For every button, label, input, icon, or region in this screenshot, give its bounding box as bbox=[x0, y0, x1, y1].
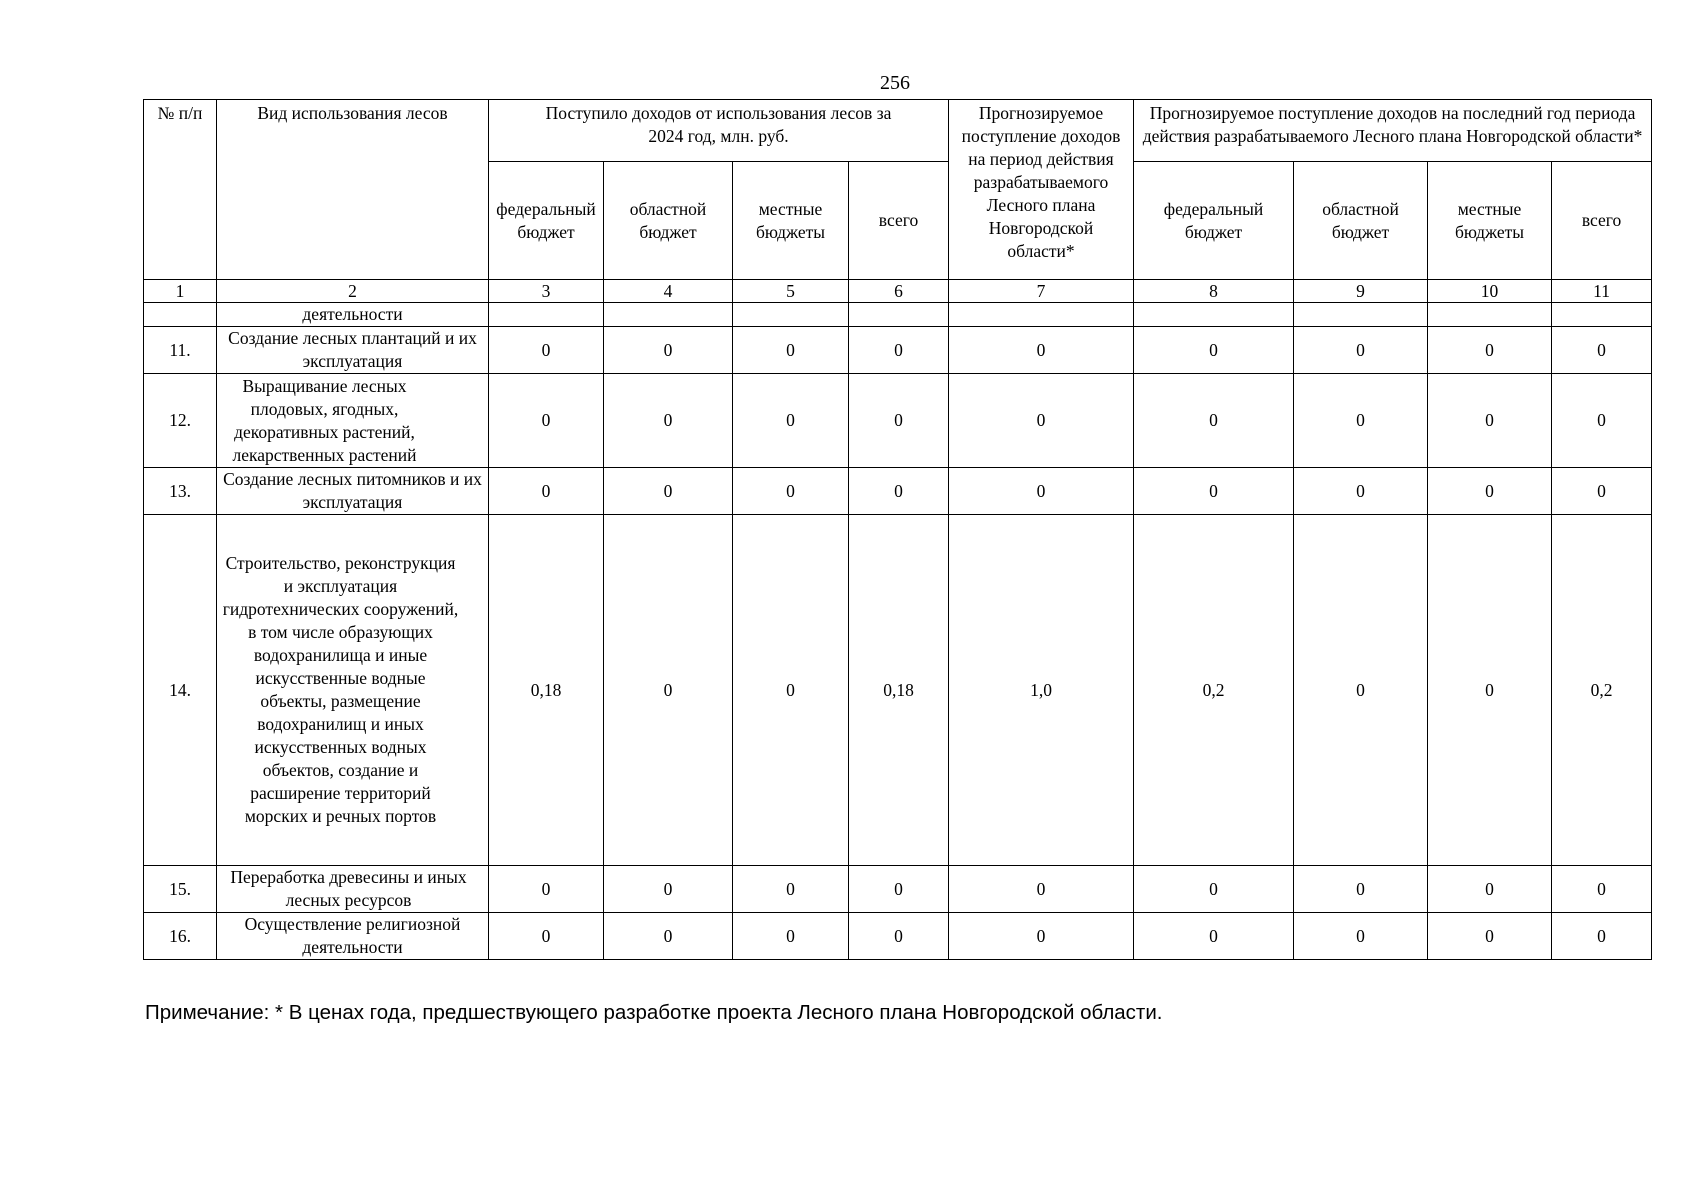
cell-value: 0 bbox=[1134, 468, 1294, 515]
column-number: 10 bbox=[1428, 280, 1552, 303]
cell-value: 0 bbox=[489, 866, 604, 913]
cell-value: 0 bbox=[1552, 327, 1652, 374]
column-number: 4 bbox=[604, 280, 733, 303]
column-number: 3 bbox=[489, 280, 604, 303]
header-forecast-period: Прогнозируемое поступление доходов на период действия разрабатываемого Лесного плана Новгородской области* bbox=[949, 100, 1134, 280]
cell-value: 0 bbox=[849, 374, 949, 468]
header-num: № п/п bbox=[144, 100, 217, 280]
cell-value: 0 bbox=[1552, 374, 1652, 468]
header-received: Поступило доходов от использования лесов за 2024 год, млн. руб. bbox=[489, 100, 949, 162]
header-use-type: Вид использования лесов bbox=[217, 100, 489, 280]
cell-value: 0 bbox=[1134, 327, 1294, 374]
cell-value: 0 bbox=[849, 866, 949, 913]
header-received-regional: областной бюджет bbox=[604, 162, 733, 280]
cell-value: 0 bbox=[1428, 515, 1552, 866]
cell-value: 0 bbox=[949, 913, 1134, 960]
row-number: 15. bbox=[144, 866, 217, 913]
continuation-text: деятельности bbox=[217, 303, 489, 327]
cell-value: 0 bbox=[949, 327, 1134, 374]
header-received-local: местные бюджеты bbox=[733, 162, 849, 280]
cell-value: 0 bbox=[733, 913, 849, 960]
cell-value: 0 bbox=[489, 327, 604, 374]
cell-value: 0 bbox=[1294, 468, 1428, 515]
table-row bbox=[144, 913, 1652, 960]
header-received-total: всего bbox=[849, 162, 949, 280]
cell-value: 0 bbox=[1294, 913, 1428, 960]
cell-value: 0 bbox=[1294, 327, 1428, 374]
cell-value: 0 bbox=[1134, 374, 1294, 468]
cell-value: 0 bbox=[849, 913, 949, 960]
row-name: Создание лесных плантаций и их эксплуатация bbox=[217, 327, 489, 374]
cell-value: 0,2 bbox=[1552, 515, 1652, 866]
column-number: 6 bbox=[849, 280, 949, 303]
cell-value: 0 bbox=[733, 327, 849, 374]
column-number: 7 bbox=[949, 280, 1134, 303]
cell-value: 0 bbox=[1294, 374, 1428, 468]
cell-value: 0 bbox=[604, 374, 733, 468]
cell-value: 1,0 bbox=[949, 515, 1134, 866]
row-name: Осуществление религиозной деятельности bbox=[217, 913, 489, 960]
header-forecast-last-year: Прогнозируемое поступление доходов на последний год периода действия разрабатываемого Лесного плана Новгородской области* bbox=[1134, 100, 1652, 162]
cell-value: 0 bbox=[1428, 913, 1552, 960]
cell-value: 0,18 bbox=[849, 515, 949, 866]
cell-value: 0,18 bbox=[489, 515, 604, 866]
cell-value: 0 bbox=[1134, 866, 1294, 913]
header-forecast-local: местные бюджеты bbox=[1428, 162, 1552, 280]
column-number: 5 bbox=[733, 280, 849, 303]
cell-value: 0 bbox=[1428, 468, 1552, 515]
cell-value: 0 bbox=[1552, 866, 1652, 913]
cell-value: 0 bbox=[604, 468, 733, 515]
cell-value: 0 bbox=[733, 515, 849, 866]
cell-value: 0 bbox=[949, 374, 1134, 468]
header-forecast-regional: областной бюджет bbox=[1294, 162, 1428, 280]
header-received-federal: федеральный бюджет bbox=[489, 162, 604, 280]
page-number: 256 bbox=[880, 72, 910, 94]
column-number: 9 bbox=[1294, 280, 1428, 303]
row-number: 12. bbox=[144, 374, 217, 468]
income-table bbox=[143, 99, 1652, 960]
table-row bbox=[144, 515, 1652, 866]
row-number: 14. bbox=[144, 515, 217, 866]
cell-value: 0 bbox=[1428, 327, 1552, 374]
cell-value: 0 bbox=[1428, 374, 1552, 468]
cell-value: 0 bbox=[1294, 866, 1428, 913]
cell-value: 0 bbox=[604, 913, 733, 960]
cell-value: 0 bbox=[604, 327, 733, 374]
cell-value: 0 bbox=[1428, 866, 1552, 913]
table-row bbox=[144, 327, 1652, 374]
cell-value: 0 bbox=[849, 468, 949, 515]
cell-value: 0 bbox=[849, 327, 949, 374]
cell-value: 0 bbox=[1294, 515, 1428, 866]
cell-value: 0 bbox=[733, 468, 849, 515]
table-row bbox=[144, 866, 1652, 913]
cell-value: 0 bbox=[949, 468, 1134, 515]
cell-value: 0 bbox=[1134, 913, 1294, 960]
column-number: 2 bbox=[217, 280, 489, 303]
cell-value: 0 bbox=[604, 866, 733, 913]
column-number: 1 bbox=[144, 280, 217, 303]
continuation-row bbox=[144, 303, 1652, 327]
row-number: 11. bbox=[144, 327, 217, 374]
row-number: 16. bbox=[144, 913, 217, 960]
footnote: Примечание: * В ценах года, предшествующего разработке проекта Лесного плана Новгородской области. bbox=[145, 1001, 1163, 1024]
column-number: 11 bbox=[1552, 280, 1652, 303]
row-name: Выращивание лесных плодовых, ягодных, декоративных растений, лекарственных растений bbox=[217, 374, 489, 468]
column-number: 8 bbox=[1134, 280, 1294, 303]
cell-value: 0 bbox=[489, 468, 604, 515]
cell-value: 0 bbox=[733, 866, 849, 913]
cell-value: 0 bbox=[733, 374, 849, 468]
row-name: Создание лесных питомников и их эксплуатация bbox=[217, 468, 489, 515]
header-forecast-total: всего bbox=[1552, 162, 1652, 280]
cell-value: 0 bbox=[1552, 913, 1652, 960]
cell-value: 0,2 bbox=[1134, 515, 1294, 866]
cell-value: 0 bbox=[604, 515, 733, 866]
row-name: Строительство, реконструкция и эксплуатация гидротехнических сооружений, в том числе образующих водохранилища и иные искусственные водные объекты, размещение водохранилищ и иных искусственных водных объектов, создание и расширение территорий морских и речных портов bbox=[217, 515, 489, 866]
cell-value: 0 bbox=[489, 374, 604, 468]
row-number: 13. bbox=[144, 468, 217, 515]
cell-value: 0 bbox=[1552, 468, 1652, 515]
table-row bbox=[144, 468, 1652, 515]
header-forecast-federal: федеральный бюджет bbox=[1134, 162, 1294, 280]
row-name: Переработка древесины и иных лесных ресурсов bbox=[217, 866, 489, 913]
cell-value: 0 bbox=[489, 913, 604, 960]
cell-value: 0 bbox=[949, 866, 1134, 913]
table-row bbox=[144, 374, 1652, 468]
